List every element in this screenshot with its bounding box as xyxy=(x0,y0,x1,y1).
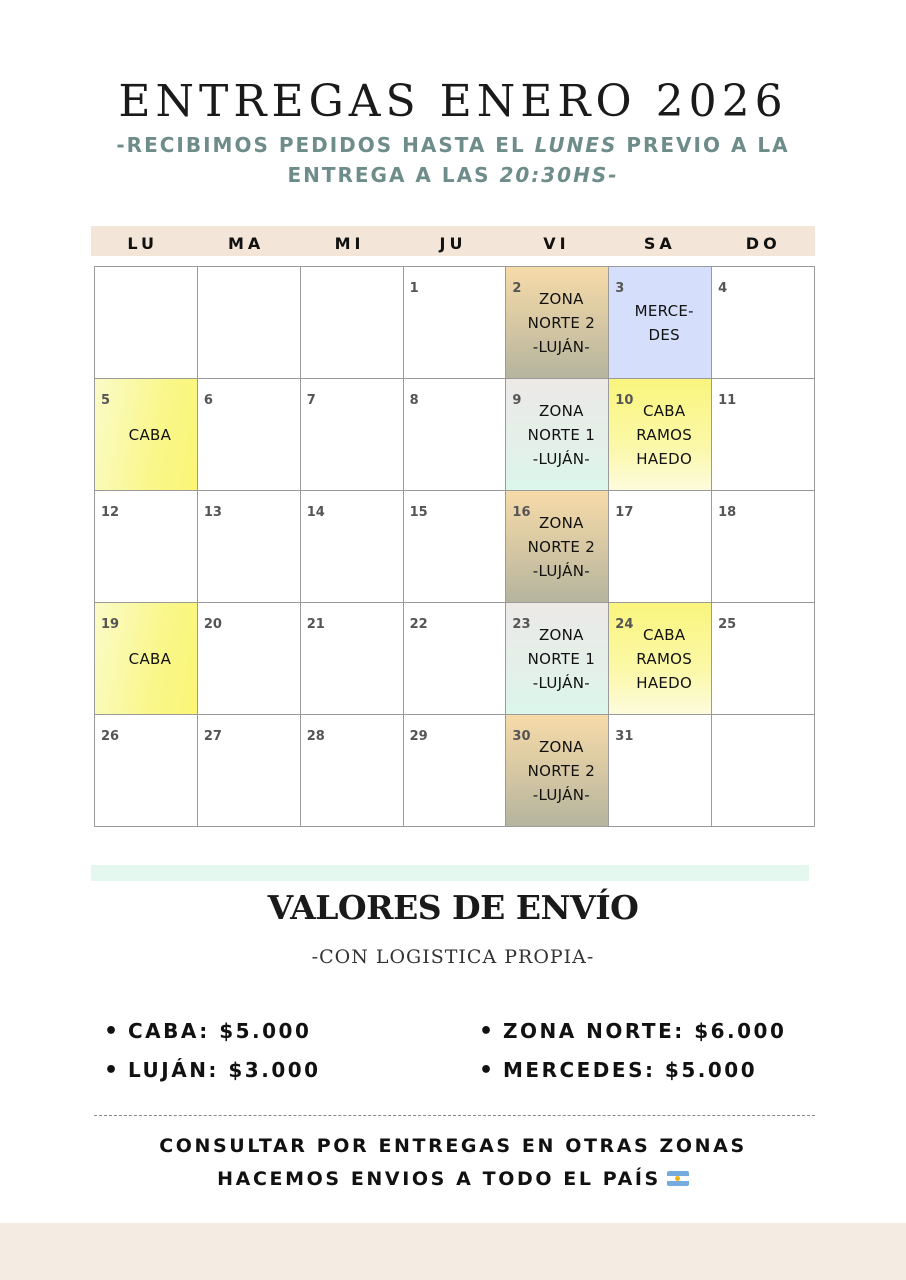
subtitle-emphasis-time: 20:30HS xyxy=(499,163,609,187)
day-number: 29 xyxy=(409,729,428,744)
calendar-grid xyxy=(94,266,815,827)
calendar-day-13 xyxy=(198,491,301,603)
delivery-zone-label: ZONA NORTE 2 -LUJÁN- xyxy=(527,513,596,580)
delivery-zone-label: CABA xyxy=(128,425,172,444)
subtitle-text-3: - xyxy=(608,163,619,187)
calendar-day-7 xyxy=(301,379,404,491)
calendar-day-22 xyxy=(404,603,507,715)
shipping-subtitle: -CON LOGISTICA PROPIA- xyxy=(311,946,595,968)
day-number: 7 xyxy=(306,393,316,408)
calendar-day-3 xyxy=(609,267,712,379)
dashed-divider xyxy=(94,1115,815,1116)
day-number: 26 xyxy=(101,729,120,744)
day-number: 2 xyxy=(512,281,522,296)
day-number: 22 xyxy=(409,617,428,632)
consult-line-1: CONSULTAR POR ENTREGAS EN OTRAS ZONAS xyxy=(159,1135,747,1157)
calendar-day-4 xyxy=(712,267,815,379)
calendar-day-24 xyxy=(609,603,712,715)
price-item-lujan: • LUJÁN: $3.000 xyxy=(104,1055,321,1094)
calendar-day-21 xyxy=(301,603,404,715)
price-item-zona-norte: • ZONA NORTE: $6.000 xyxy=(479,1016,786,1055)
calendar-day-29 xyxy=(404,715,507,827)
weekday-label: LU xyxy=(127,234,159,253)
weekday-label: SA xyxy=(643,234,676,253)
calendar-day-9 xyxy=(506,379,609,491)
calendar-day-12 xyxy=(95,491,198,603)
page-title: ENTREGAS ENERO 2026 xyxy=(118,76,788,127)
day-number: 12 xyxy=(101,505,120,520)
day-number: 21 xyxy=(306,617,325,632)
section-divider-bar xyxy=(91,865,809,881)
day-number: 16 xyxy=(512,505,531,520)
delivery-zone-label: MERCE- DES xyxy=(634,301,694,344)
calendar-day-23 xyxy=(506,603,609,715)
day-number: 31 xyxy=(615,729,634,744)
price-item-caba: • CABA: $5.000 xyxy=(104,1016,321,1055)
day-number: 5 xyxy=(101,393,111,408)
calendar-day-15 xyxy=(404,491,507,603)
calendar-day-25 xyxy=(712,603,815,715)
day-number: 10 xyxy=(615,393,634,408)
day-number: 3 xyxy=(615,281,625,296)
price-list-right xyxy=(479,1016,786,1094)
day-number: 17 xyxy=(615,505,634,520)
consult-note xyxy=(0,1130,906,1196)
delivery-zone-label: ZONA NORTE 1 -LUJÁN- xyxy=(527,401,596,468)
calendar-day-26 xyxy=(95,715,198,827)
day-number: 20 xyxy=(203,617,222,632)
calendar-day-8 xyxy=(404,379,507,491)
day-number: 1 xyxy=(409,281,419,296)
calendar-day-6 xyxy=(198,379,301,491)
calendar-day-27 xyxy=(198,715,301,827)
footer-band xyxy=(0,1223,906,1280)
weekday-label: VI xyxy=(543,234,570,253)
day-number: 15 xyxy=(409,505,428,520)
day-number: 9 xyxy=(512,393,522,408)
delivery-zone-label: CABA RAMOS HAEDO xyxy=(636,625,693,692)
shipping-title: VALORES DE ENVÍO xyxy=(267,888,639,927)
calendar-day-31 xyxy=(609,715,712,827)
calendar-empty-cell xyxy=(712,715,815,827)
price-list-left xyxy=(104,1016,321,1094)
weekday-label: JU xyxy=(439,234,467,253)
calendar-empty-cell xyxy=(95,267,198,379)
price-item-mercedes: • MERCEDES: $5.000 xyxy=(479,1055,786,1094)
day-number: 13 xyxy=(203,505,222,520)
delivery-zone-label: CABA xyxy=(128,649,172,668)
day-number: 25 xyxy=(718,617,737,632)
argentina-flag-icon xyxy=(667,1171,689,1186)
day-number: 18 xyxy=(718,505,737,520)
delivery-zone-label: ZONA NORTE 2 -LUJÁN- xyxy=(527,737,596,804)
day-number: 24 xyxy=(615,617,634,632)
calendar-day-10 xyxy=(609,379,712,491)
calendar-day-18 xyxy=(712,491,815,603)
day-number: 4 xyxy=(718,281,728,296)
calendar-empty-cell xyxy=(301,267,404,379)
calendar-day-14 xyxy=(301,491,404,603)
weekday-label: MA xyxy=(227,234,265,253)
delivery-zone-label: ZONA NORTE 1 -LUJÁN- xyxy=(527,625,596,692)
day-number: 14 xyxy=(306,505,325,520)
subtitle-text-2: PREVIO A LA ENTREGA A LAS xyxy=(287,133,790,187)
day-number: 30 xyxy=(512,729,531,744)
subtitle-text-1: -RECIBIMOS PEDIDOS HASTA EL xyxy=(116,133,535,157)
consult-line-2 xyxy=(0,1163,906,1196)
calendar-day-5 xyxy=(95,379,198,491)
weekday-label: DO xyxy=(745,234,781,253)
day-number: 11 xyxy=(718,393,737,408)
day-number: 23 xyxy=(512,617,531,632)
calendar-day-17 xyxy=(609,491,712,603)
calendar-day-30 xyxy=(506,715,609,827)
consult-line-2-text: HACEMOS ENVIOS A TODO EL PAÍS xyxy=(217,1168,661,1190)
calendar-day-1 xyxy=(404,267,507,379)
weekday-label: MI xyxy=(334,234,365,253)
calendar-day-19 xyxy=(95,603,198,715)
day-number: 8 xyxy=(409,393,419,408)
calendar-day-11 xyxy=(712,379,815,491)
calendar-day-16 xyxy=(506,491,609,603)
delivery-zone-label: CABA RAMOS HAEDO xyxy=(636,401,693,468)
weekday-header xyxy=(91,226,815,256)
day-number: 6 xyxy=(203,393,213,408)
subtitle-emphasis-day: LUNES xyxy=(534,133,618,157)
page-subtitle xyxy=(90,130,816,190)
day-number: 28 xyxy=(306,729,325,744)
calendar-day-2 xyxy=(506,267,609,379)
calendar-day-20 xyxy=(198,603,301,715)
delivery-zone-label: ZONA NORTE 2 -LUJÁN- xyxy=(527,289,596,356)
day-number: 19 xyxy=(101,617,120,632)
calendar-day-28 xyxy=(301,715,404,827)
day-number: 27 xyxy=(203,729,222,744)
calendar-empty-cell xyxy=(198,267,301,379)
